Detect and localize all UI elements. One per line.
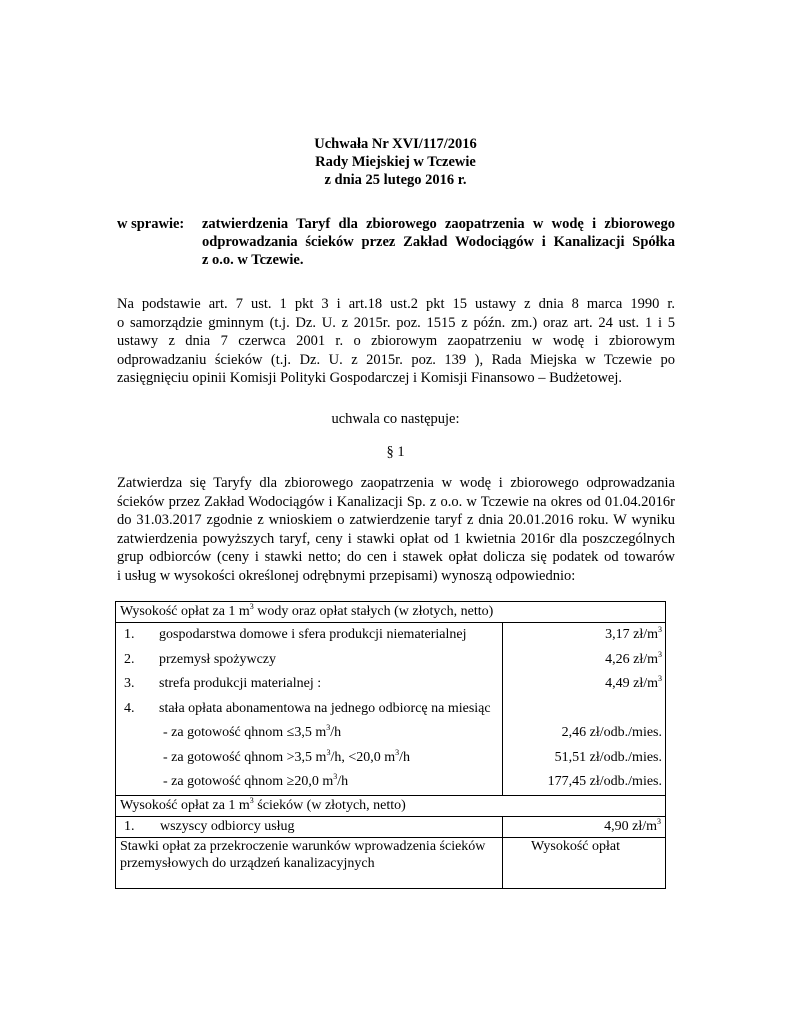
- section-symbol: § 1: [386, 444, 405, 460]
- table-cell-value: [503, 697, 665, 722]
- paragraph-line: grup odbiorców (ceny i stawki netto; do cen i stawek opłat dolicza się podatek od towarów: [117, 549, 675, 565]
- table-row: 3. strefa produkcji materialnej :: [124, 676, 322, 691]
- excess-charges-row: [116, 837, 666, 888]
- sewage-item-label: 1. wszyscy odbiorcy usług: [116, 816, 503, 837]
- water-items-values: [503, 623, 666, 796]
- subject-line: z o.o. w Tczewie.: [202, 252, 304, 268]
- water-items-labels: [116, 623, 503, 796]
- table-row: 1. gospodarstwa domowe i sfera produkcji niematerialnej: [124, 627, 467, 642]
- resolves-heading: uchwala co następuje:: [331, 411, 460, 427]
- paragraph-line: i usług w wysokości określonej odrębnymi przepisami) wynoszą odpowiednio:: [117, 567, 576, 584]
- section-1-paragraph: [117, 474, 675, 585]
- table-cell-value: 3,17 $zł/m^3$: [605, 625, 662, 642]
- excess-charges-label: Stawki opłat za przekroczenie warunków wprowadzenia ścieków przemysłowych do urządzeń kanalizacyjnych: [116, 837, 503, 888]
- table-cell-value: 2,46 zł/odb./mies.: [561, 725, 662, 740]
- paragraph-line: ścieków przez Zakład Wodociągów i Kanalizacji Sp. z o.o. w Tczewie na okres od 01.04.2016r: [117, 493, 675, 510]
- table-cell-value: 4,49 $zł/m^3$: [605, 674, 662, 691]
- water-header-row: [116, 602, 666, 623]
- water-header: Wysokość opłat za 1 $m^3$ wody oraz opłat stałych (w złotych, netto): [116, 602, 666, 623]
- excess-charges-value-header: Wysokość opłat: [503, 837, 666, 888]
- sewage-item-row: [116, 816, 666, 837]
- water-items-row: [116, 623, 666, 796]
- sewage-header-row: [116, 795, 666, 816]
- resolution-subject: [117, 215, 675, 269]
- subject-lead: w sprawie:: [117, 216, 185, 232]
- table-row: 4. stała opłata abonamentowa na jednego odbiorcę na miesiąc: [124, 700, 491, 716]
- paragraph-line: Na podstawie art. 7 ust. 1 pkt 3 i art.18 ust.2 pkt 15 ustawy z dnia 8 marca 1990 r.: [117, 296, 675, 312]
- table-row: - za gotowość qhnom ≤3,5 $m^3/h$: [163, 723, 342, 740]
- table-cell-value: 51,51 zł/odb./mies.: [554, 749, 662, 765]
- table-cell-value: 177,45 zł/odb./mies.: [547, 774, 662, 789]
- paragraph-line: odprowadzaniu ścieków (t.j. Dz. U. z 2015r. poz. 139 ), Rada Miejska w Tczewie po: [117, 351, 675, 368]
- paragraph-line: Zatwierdza się Taryfy dla zbiorowego zaopatrzenia w wodę i zbiorowego odprowadzania: [117, 475, 675, 491]
- subject-line: odprowadzania ścieków przez Zakład Wodociągów i Kanalizacji Spółka: [202, 234, 675, 250]
- resolution-date: z dnia 25 lutego 2016 r.: [324, 172, 467, 188]
- paragraph-line: ustawy z dnia 7 czerwca 2001 r. o zbiorowym zaopatrzeniu w wodę i zbiorowym: [117, 333, 675, 349]
- resolution-number: Uchwała Nr XVI/117/2016: [314, 136, 477, 152]
- table-row: - za gotowość qhnom ≥20,0 $m^3/h$: [163, 772, 349, 789]
- table-row: - za gotowość qhnom >3,5 $m^3/h$, <20,0 $m^3/h$: [163, 747, 411, 765]
- paragraph-line: zatwierdzenia powyższych taryf, ceny i stawki opłat od 1 kwietnia 2016r dla poszczególnych: [117, 530, 675, 547]
- legal-basis-paragraph: [117, 295, 675, 388]
- sewage-header: Wysokość opłat za 1 $m^3$ ścieków (w złotych, netto): [116, 795, 666, 816]
- paragraph-line: do 31.03.2017 zgodnie z wnioskiem o zatwierdzenie taryf z dnia 20.01.2016 roku. W wyniku: [117, 512, 675, 528]
- council-name: Rady Miejskiej w Tczewie: [315, 154, 476, 170]
- table-cell-value: 4,26 $zł/m^3$: [605, 649, 662, 667]
- sewage-item-value: 4,90 $zł/m^3$: [503, 816, 666, 837]
- paragraph-line: zasięgnięciu opinii Komisji Polityki Gospodarczej i Komisji Finansowo – Budżetowej.: [117, 370, 623, 386]
- table-row: 2. przemysł spożywczy: [124, 651, 277, 667]
- tariff-table: [115, 601, 666, 889]
- paragraph-line: o samorządzie gminnym (t.j. Dz. U. z 2015r. poz. 1515 z późn. zm.) oraz art. 24 ust. 1 i 5: [117, 314, 675, 331]
- subject-line: zatwierdzenia Taryf dla zbiorowego zaopatrzenia w wodę i zbiorowego: [202, 216, 675, 232]
